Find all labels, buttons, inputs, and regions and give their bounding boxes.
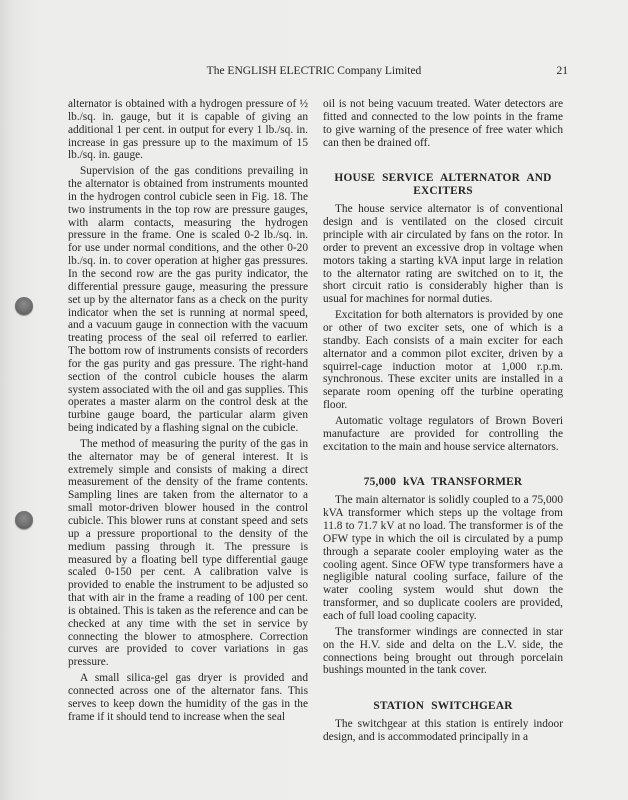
paragraph: The main alternator is solidly coupled to a 75,000 kVA transformer which steps up the voltage from 11.8 to 71.7 kV at no load. The transformer is of the OFW type in which the oil is circulated by a pump through a separate cooler employing water as the cooling agent. Since OFW type transformers have a negligible natural cooling surface, failure of the water cooling system would shut down the transformer, and so duplicate coolers are provided, each of full load cooling capacity. bbox=[323, 494, 563, 622]
punch-hole-icon bbox=[15, 511, 33, 529]
right-column bbox=[323, 98, 563, 744]
paragraph: The method of measuring the purity of the gas in the alternator may be of general interest. It is extremely simple and consists of making a direct measurement of the density of the frame contents. Sampling lines are taken from the alternator to a small motor-driven blower housed in the control cubicle. This blower runs at constant speed and sets up a pressure proportional to the density of the medium passing through it. The pressure is measured by a floating bell type differential gauge scaled 0-150 per cent. A calibration valve is provided to enable the instrument to be adjusted so that with air in the frame a reading of 100 per cent. is obtained. This is taken as the reference and can be checked at any time with the set in service by connecting the blower to atmosphere. Correction curves are provided to cover variations in gas pressure. bbox=[68, 437, 308, 669]
section-heading: 75,000 kVA TRANSFORMER bbox=[363, 476, 523, 489]
paragraph: oil is not being vacuum treated. Water detectors are fitted and connected to the low points in the frame to give warning of the presence of free water which can then be drained off. bbox=[323, 98, 563, 149]
punch-hole-icon bbox=[15, 297, 33, 315]
section-heading: HOUSE SERVICE ALTERNATOR AND EXCITERS bbox=[334, 172, 552, 198]
paragraph: The transformer windings are connected in star on the H.V. side and delta on the L.V. side, the connections being brought out through porcelain bushings mounted in the tank cover. bbox=[323, 625, 563, 677]
paragraph: Automatic voltage regulators of Brown Boveri manufacture are provided for controlling the excitation to the main and house service alternators. bbox=[323, 414, 563, 453]
paragraph: The house service alternator is of conventional design and is ventilated on the closed circuit principle with air circulated by fans on the rotor. In order to prevent an excessive drop in voltage when motors taking a starting kVA input large in relation to the alternator rating are switched on to it, the short circuit ratio is considerably higher than is usual for machines for normal duties. bbox=[323, 203, 563, 306]
paragraph: Supervision of the gas conditions prevailing in the alternator is obtained from instruments mounted in the hydrogen control cubicle seen in Fig. 18. The two instruments in the top row are pressure gauges, with alarm contacts, measuring the hydrogen pressure in the frame. One is scaled 0-2 lb./sq. in. for use under normal conditions, and the other 0-20 lb./sq. in. to cover operation at higher gas pressures. In the second row are the gas purity indicator, the differential pressure gauge, measuring the pressure set up by the alternator fans as a check on the purity indicator when the set is running at normal speed, and a vacuum gauge in connection with the vacuum treating process of the seal oil referred to earlier. The bottom row of instruments consists of recorders for the gas purity and gas pressure. The right-hand section of the control cubicle houses the alarm system associated with the oil and gas supplies. This operates a master alarm on the control desk at the turbine gauge board, the particular alarm given being indicated by a flashing signal on the cubicle. bbox=[68, 165, 308, 435]
paragraph: alternator is obtained with a hydrogen pressure of ½ lb./sq. in. gauge, but it is capable of giving an additional 1 per cent. in output for every 1 lb./sq. in. increase in gas pressure up to the maximum of 15 lb./sq. in. gauge. bbox=[68, 98, 308, 162]
left-column bbox=[68, 98, 308, 724]
page-number: 21 bbox=[556, 65, 568, 77]
paragraph: A small silica-gel gas dryer is provided and connected across one of the alternator fans. This serves to keep down the humidity of the gas in the frame if it should tend to increase when the seal bbox=[68, 672, 308, 723]
section-heading: STATION SWITCHGEAR bbox=[373, 700, 513, 713]
header-title: The ENGLISH ELECTRIC Company Limited bbox=[206, 65, 422, 77]
paragraph: The switchgear at this station is entirely indoor design, and is accommodated principally in a bbox=[323, 718, 563, 744]
paragraph: Excitation for both alternators is provided by one or other of two exciter sets, one of which is a standby. Each consists of a main exciter for each alternator and a common pilot exciter, driven by a squirrel-cage induction motor at 1,000 r.p.m. synchronous. These exciter units are installed in a separate room opening off the turbine operating floor. bbox=[323, 309, 563, 412]
